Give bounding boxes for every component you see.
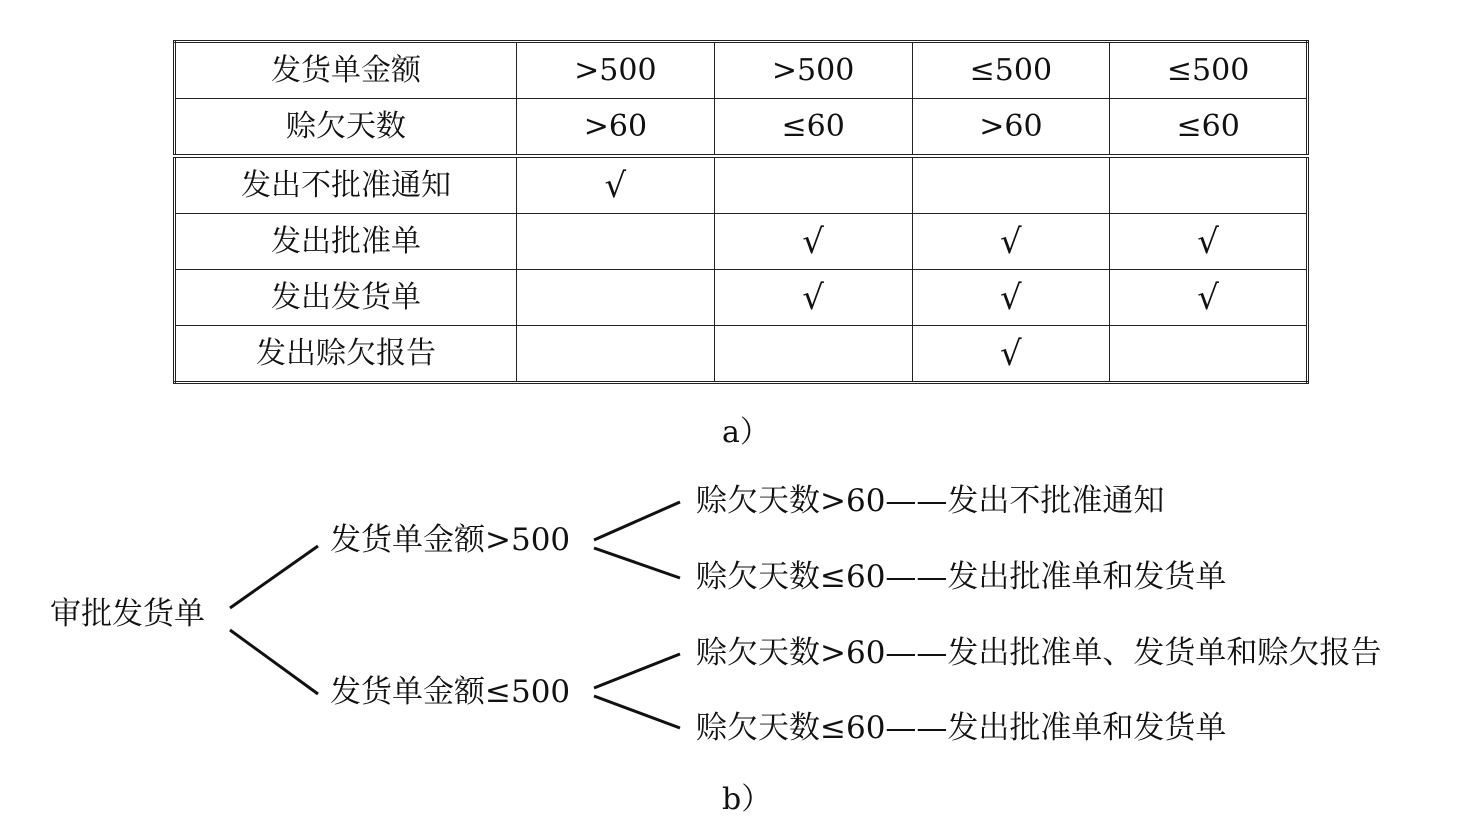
tree-branch-label-amount-low: 发货单金额≤500 xyxy=(330,674,571,710)
tree-leaf-label: 赊欠天数≤60——发出批准单和发货单 xyxy=(696,559,1227,595)
upper-leaf2-line xyxy=(594,548,680,578)
root-lower-branch-line xyxy=(230,630,318,694)
tree-branch-label-amount-high: 发货单金额>500 xyxy=(330,522,571,558)
table-cell: ≤500 xyxy=(912,42,1110,99)
lower-leaf2-line xyxy=(594,696,680,728)
row-label: 发出发货单 xyxy=(175,270,517,326)
check-mark-cell: √ xyxy=(912,270,1110,326)
check-mark-cell: √ xyxy=(1110,270,1308,326)
table-cell: >500 xyxy=(714,42,912,99)
root-upper-branch-line xyxy=(230,546,318,608)
table-cell: >60 xyxy=(912,99,1110,157)
table-cell: ≤500 xyxy=(1110,42,1308,99)
table-cell: >500 xyxy=(517,42,715,99)
check-mark-cell: √ xyxy=(714,214,912,270)
row-label: 发出赊欠报告 xyxy=(175,326,517,383)
check-mark-cell: √ xyxy=(714,270,912,326)
lower-leaf1-line xyxy=(594,654,680,688)
row-label: 赊欠天数 xyxy=(175,99,517,157)
caption-a: a） xyxy=(722,415,770,450)
row-label: 发货单金额 xyxy=(175,42,517,99)
tree-leaf-label: 赊欠天数≤60——发出批准单和发货单 xyxy=(696,710,1227,746)
tree-leaf-label: 赊欠天数>60——发出批准单、发货单和赊欠报告 xyxy=(696,635,1382,671)
tree-leaf-label: 赊欠天数>60——发出不批准通知 xyxy=(696,483,1165,519)
caption-b: b） xyxy=(722,782,772,817)
tree-root-label: 审批发货单 xyxy=(50,596,205,632)
upper-leaf1-line xyxy=(594,502,680,540)
check-mark-cell: √ xyxy=(517,156,715,214)
table-cell: >60 xyxy=(517,99,715,157)
table-cell: ≤60 xyxy=(714,99,912,157)
row-label: 发出批准单 xyxy=(175,214,517,270)
check-mark-cell: √ xyxy=(912,214,1110,270)
table-cell: ≤60 xyxy=(1110,99,1308,157)
row-label: 发出不批准通知 xyxy=(175,156,517,214)
check-mark-cell: √ xyxy=(912,326,1110,383)
check-mark-cell: √ xyxy=(1110,214,1308,270)
